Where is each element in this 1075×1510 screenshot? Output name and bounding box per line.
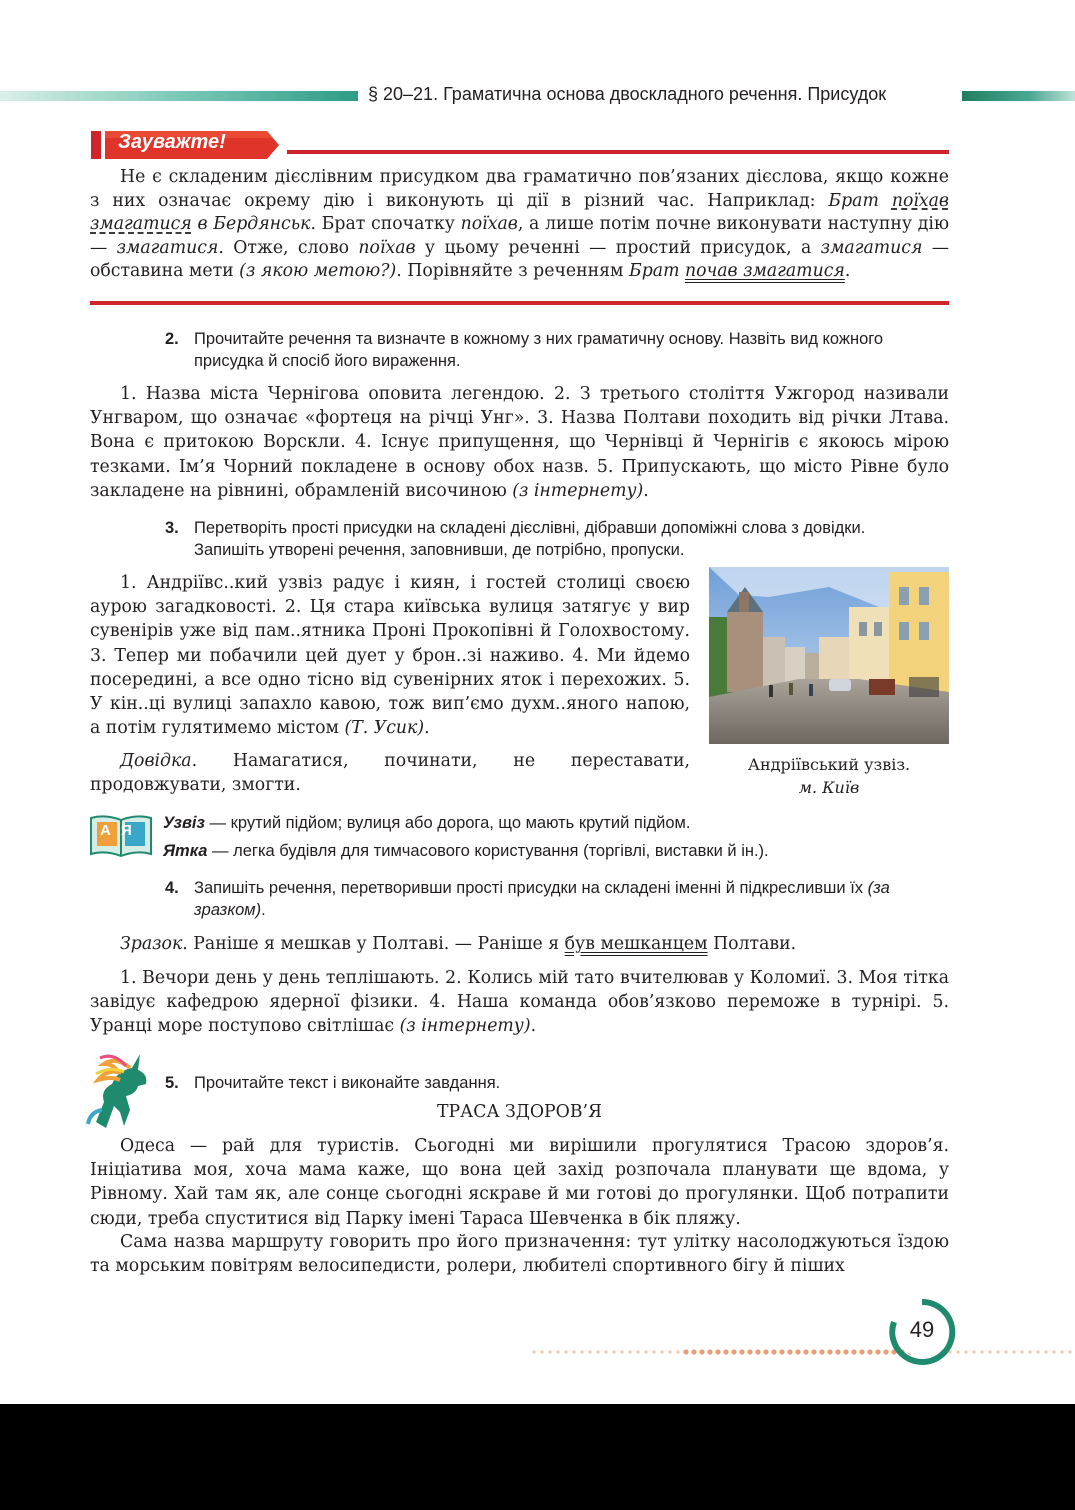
footer-dot: [739, 1349, 744, 1354]
dictionary-book-icon: [89, 810, 153, 858]
footer-dot: [755, 1349, 760, 1354]
task-2-instruction: 2. Прочитайте речення та визначте в кожному з них граматичну основу. Назвіть вид кожного присудка й спосіб його вираження.: [165, 330, 884, 370]
task-number: 2.: [165, 330, 179, 348]
task-4-sample: Зразок. Раніше я мешкав у Полтаві. — Раніше я був мешканцем Полтави.: [120, 934, 797, 954]
footer-dot: [556, 1350, 560, 1354]
footer-dot: [964, 1350, 968, 1354]
footer-dot: [564, 1350, 568, 1354]
footer-dot: [1028, 1350, 1032, 1354]
dictionary-entry-yatka: Ятка — легка будівля для тимчасового користування (торгівлі, виставки й ін.).: [163, 842, 769, 860]
footer-dot: [683, 1349, 688, 1354]
dictionary-icon-letters: А Я: [100, 822, 135, 839]
footer-dot: [787, 1349, 792, 1354]
footer-dot: [588, 1350, 592, 1354]
footer-dots: [530, 1342, 1075, 1352]
footer-dot: [620, 1350, 624, 1354]
footer-dot: [612, 1350, 616, 1354]
footer-dot: [875, 1349, 880, 1354]
footer-dot: [988, 1350, 992, 1354]
footer-dot: [1052, 1350, 1056, 1354]
footer-dot: [580, 1350, 584, 1354]
task-number: 4.: [165, 879, 179, 897]
note-label: Зауважте!: [118, 131, 226, 153]
footer-dot: [604, 1350, 608, 1354]
footer-dot: [676, 1350, 680, 1354]
footer-dot: [707, 1349, 712, 1354]
task-number: 5.: [165, 1074, 179, 1092]
footer-dot: [660, 1350, 664, 1354]
footer-dot: [668, 1350, 672, 1354]
footer-dot: [691, 1349, 696, 1354]
header-bar-right: [962, 91, 1075, 101]
bottom-blank-area: [0, 1404, 1075, 1510]
footer-dot: [1012, 1350, 1016, 1354]
footer-dot: [747, 1349, 752, 1354]
footer-dot: [532, 1350, 536, 1354]
footer-dot: [803, 1349, 808, 1354]
footer-dot: [819, 1349, 824, 1354]
footer-dot: [859, 1349, 864, 1354]
footer-dot: [1044, 1350, 1048, 1354]
footer-dot: [795, 1349, 800, 1354]
task-number: 3.: [165, 519, 179, 537]
header-bar-left: [0, 91, 358, 101]
task-4-text: 1. Вечори день у день теплішають. 2. Колись мій тато вчителював у Коломиї. 3. Моя тітка завідує кафедрою ядерної фізики. 4. Наша команда обов’язково переможе в турнірі. 5. Уранці море поступово світлішає (з інтернету).: [90, 968, 949, 1037]
footer-dot: [851, 1349, 856, 1354]
footer-dot: [652, 1350, 656, 1354]
footer-dot: [980, 1350, 984, 1354]
note-rule-top: [287, 150, 949, 154]
reading-paragraph-2: Сама назва маршруту говорить про його призначення: тут улітку насолоджуються їздою та морським повітрям велосипедисти, ролери, любителі спортивного бігу й піших: [90, 1232, 949, 1277]
footer-dot: [572, 1350, 576, 1354]
footer-dot: [779, 1349, 784, 1354]
footer-dot: [1068, 1350, 1072, 1354]
footer-dot: [771, 1349, 776, 1354]
task-3-text: 1. Андріївс..кий узвіз радує і киян, і гостей столиці своєю аурою загадковості. 2. Ця стара київська вулиця затягує у вир сувенірів уже від пам..ятника Проні Прокопівні й Голохвостому. 3. Тепер ми побачили цей дует у брон..зі наживо. 4. Ми йдемо посередині, а все одно тісно від сувенірних яток і перехожих. 5. У кін..ці вулиці запахло кавою, тож вип’ємо духм..яного напою, а потім гулятимемо містом (Т. Усик).: [90, 573, 690, 739]
andriivskyi-uzviz-photo: [709, 567, 949, 744]
footer-dot: [827, 1349, 832, 1354]
note-rule-bottom: [90, 301, 949, 305]
footer-dot: [843, 1349, 848, 1354]
footer-dot: [867, 1349, 872, 1354]
section-title: § 20–21. Граматична основа двоскладного речення. Присудок: [368, 84, 887, 104]
dictionary-entry-uzviz: Узвіз — крутий підйом; вулиця або дорога, що мають крутий підйом.: [163, 814, 691, 832]
reading-paragraph-1: Одеса — рай для туристів. Сьогодні ми вирішили прогулятися Трасою здоров’я. Ініціатива моя, хоча мама каже, що вона цей захід розпочала планувати ще вдома, у Рівному. Хай там як, але сонце сьогодні яскраве й ми готові до прогулянки. Щоб потрапити сюди, треба спуститися від Парку імені Тараса Шевченка в бік пляжу.: [90, 1136, 949, 1229]
note-text: Не є складеним дієслівним присудком два граматично пов’язаних дієслова, якщо кожне з них означає окрему дію і виконують ці дії в різний час. Наприклад: Брат поїхав змагатися в Бердянськ. Брат спочатку поїхав, а лише потім почне виконувати наступну дію — змагатися. Отже, слово поїхав у цьому реченні — простий присудок, а змагатися — обставина мети (з якою метою?). Порівняйте з реченням Брат почав змагатися.: [90, 167, 950, 282]
footer-dot: [1020, 1350, 1024, 1354]
footer-dot: [644, 1350, 648, 1354]
page-number: 49: [909, 1317, 935, 1342]
footer-dot: [835, 1349, 840, 1354]
reading-title: ТРАСА ЗДОРОВ’Я: [437, 1102, 602, 1122]
task-3-instruction: 3. Перетворіть прості присудки на складені дієслівні, дібравши допоміжні слова з довідки. Запишіть утворені речення, заповнивши, де потрібно, пропуски.: [165, 519, 866, 559]
footer-dot: [628, 1350, 632, 1354]
footer-dot: [811, 1349, 816, 1354]
task-4-instruction: 4. Запишіть речення, перетворивши прості присудки на складені іменні й підкресливши їх (за зразком).: [165, 879, 890, 919]
footer-dot: [548, 1350, 552, 1354]
footer-dot: [731, 1349, 736, 1354]
task-3-hint: Довідка. Намагатися, починати, не переставати, продовжувати, змогти.: [90, 751, 690, 796]
footer-dot: [1060, 1350, 1064, 1354]
footer-dot: [540, 1350, 544, 1354]
task-5-instruction: 5. Прочитайте текст і виконайте завдання.: [165, 1074, 501, 1092]
footer-dot: [972, 1350, 976, 1354]
task-2-text: 1. Назва міста Чернігова оповита легендою. 2. З третього століття Ужгород називали Унгваром, що означає «фортеця на річці Унг». 3. Назва Полтави походить від річки Лтава. Вона є притокою Ворскли. 4. Існує припущення, що Чернівці й Чернігів є якоюсь мірою тезками. Ім’я Чорний покладене в основу обох назв. 5. Припускають, що місто Рівне було закладене на рівнині, обрамленій височиною (з інтернету).: [90, 384, 949, 501]
footer-dot: [996, 1350, 1000, 1354]
footer-dot: [763, 1349, 768, 1354]
footer-dot: [1036, 1350, 1040, 1354]
footer-dot: [723, 1349, 728, 1354]
footer-dot: [596, 1350, 600, 1354]
footer-dot: [699, 1349, 704, 1354]
photo-caption: Андріївський узвіз. м. Київ: [747, 755, 911, 797]
footer-dot: [715, 1349, 720, 1354]
footer-dot: [1004, 1350, 1008, 1354]
footer-dot: [636, 1350, 640, 1354]
